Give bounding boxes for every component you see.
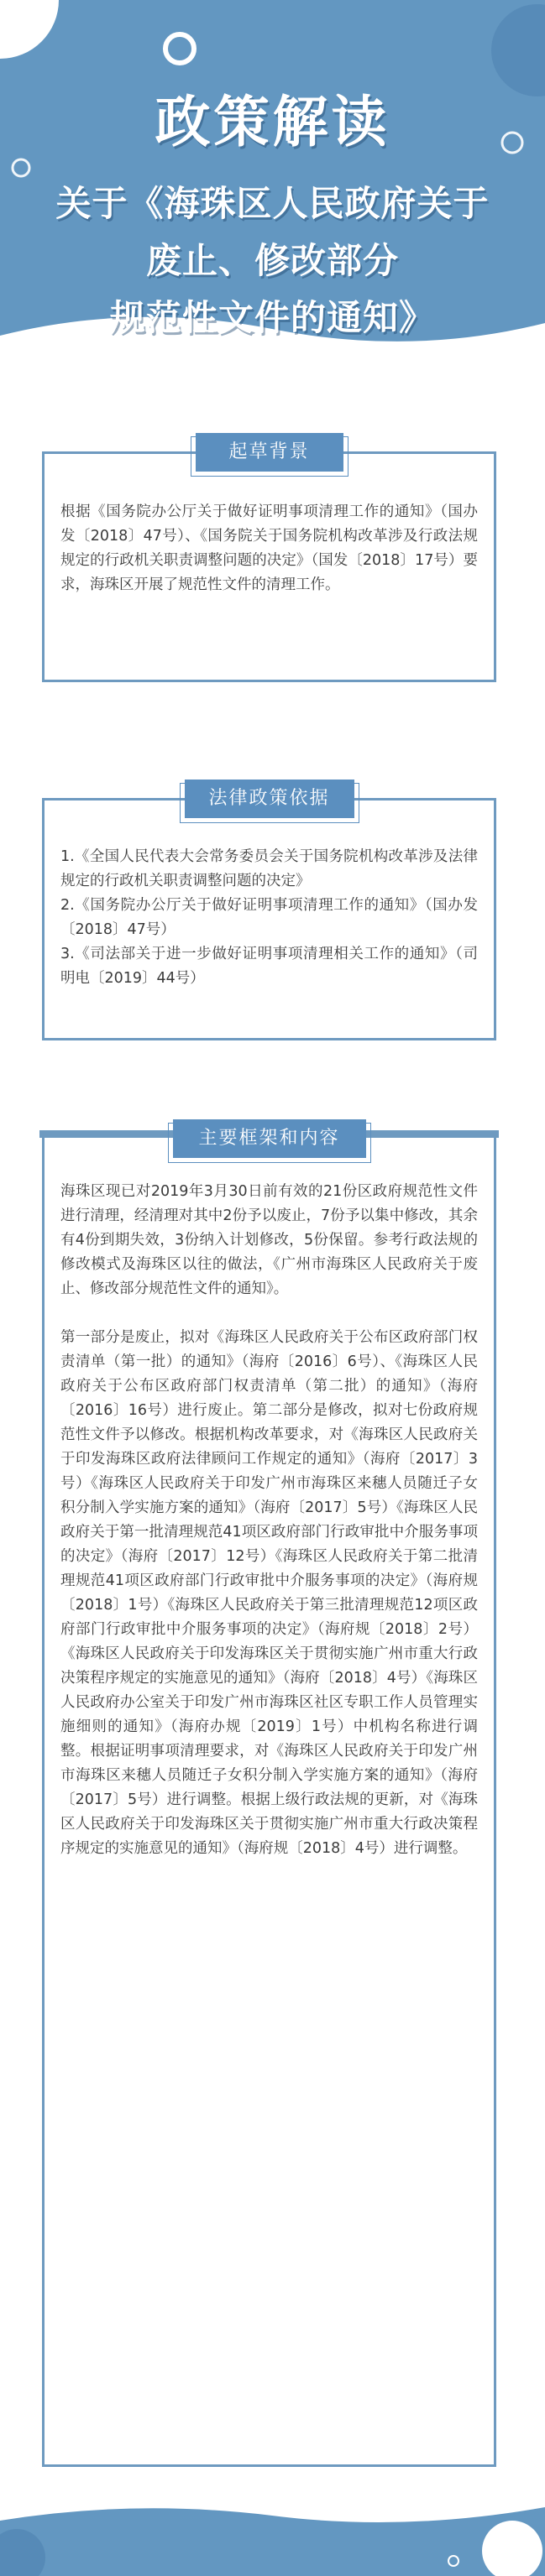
paragraph: 根据《国务院办公厅关于做好证明事项清理工作的通知》（国办发〔2018〕47号）、《国务院关于国务院机构改革涉及行政法规规定的行政机关职责调整问题的决定》（国发〔2018〕17号）要求，海珠区开展了规范性文件的清理工作。 <box>60 503 478 593</box>
paragraph: 海珠区现已对2019年3月30日前有效的21份区政府规范性文件进行清理，经清理对其中2份予以废止，7份予以集中修改，其余有4份到期失效，3份纳入计划修改，5份保留。参考行政法规的修改模式及海珠区以往的做法，《广州市海珠区人民政府关于废止、修改部分规范性文件的通知》。 <box>60 1183 478 1297</box>
section-drafting-background <box>42 441 496 682</box>
subtitle-line-3: 规范性文件的通知》 <box>109 297 435 338</box>
list-item: 2.《国务院办公厅关于做好证明事项清理工作的通知》（国办发〔2018〕47号） <box>60 897 478 938</box>
list-item: 1.《全国人民代表大会常务委员会关于国务院机构改革涉及法律规定的行政机关职责调整问题的决定》 <box>60 848 478 889</box>
header-banner <box>0 0 545 359</box>
section-body <box>60 1180 478 1861</box>
section-legal-basis <box>42 788 496 1040</box>
section-body <box>60 845 478 991</box>
footer-decoration-shapes <box>0 2499 545 2576</box>
paragraph: 第一部分是废止，拟对《海珠区人民政府关于公布区政府部门权责清单（第一批）的通知》（海府〔2016〕6号）、《海珠区人民政府关于公布区政府部门权责清单（第二批）的通知》（海府〔2016〕16号）进行废止。第二部分是修改，拟对七份政府规范性文件予以修改。根据机构改革要求，对《海珠区人民政府关于印发海珠区政府法律顾问工作规定的通知》（海府〔2017〕3号）《海珠区人民政府关于印发广州市海珠区来穗人员随迁子女积分制入学实施方案的通知》（海府〔2017〕5号）《海珠区人民政府关于第一批清理规范41项区政府部门行政审批中介服务事项的决定》（海府〔2017〕12号）《海珠区人民政府关于第二批清理规范41项区政府部门行政审批中介服务事项的决定》（海府规〔2018〕1号）《海珠区人民政府关于第三批清理规范12项区政府部门行政审批中介服务事项的决定》（海府规〔2018〕2号）《海珠区人民政府关于印发海珠区关于贯彻实施广州市重大行政决策程序规定的实施意见的通知》（海府〔2018〕4号）《海珠区人民政府办公室关于印发广州市海珠区社区专职工作人员管理实施细则的通知》（海府办规〔2019〕1号）中机构名称进行调整。根据证明事项清理要求，对《海珠区人民政府关于印发广州市海珠区来穗人员随迁子女积分制入学实施方案的通知》（海府〔2017〕5号）进行调整。根据上级行政法规的更新，对《海珠区人民政府关于印发海珠区关于贯彻实施广州市重大行政决策程序规定的实施意见的通知》（海府规〔2018〕4号）进行调整。 <box>60 1329 478 1857</box>
footer-banner <box>0 2499 545 2576</box>
section-title: 主要框架和内容 <box>173 1119 366 1158</box>
subtitle-line-1: 关于《海珠区人民政府关于 <box>55 183 490 224</box>
section-main-framework <box>42 1128 496 2467</box>
list-item: 3.《司法部关于进一步做好证明事项清理相关工作的通知》（司明电〔2019〕44号） <box>60 946 478 987</box>
page-title: 政策解读 <box>155 90 390 154</box>
section-body <box>60 500 478 597</box>
subtitle-line-2: 废止、修改部分 <box>145 240 399 281</box>
section-title: 法律政策依据 <box>185 780 354 818</box>
section-title: 起草背景 <box>196 433 343 472</box>
